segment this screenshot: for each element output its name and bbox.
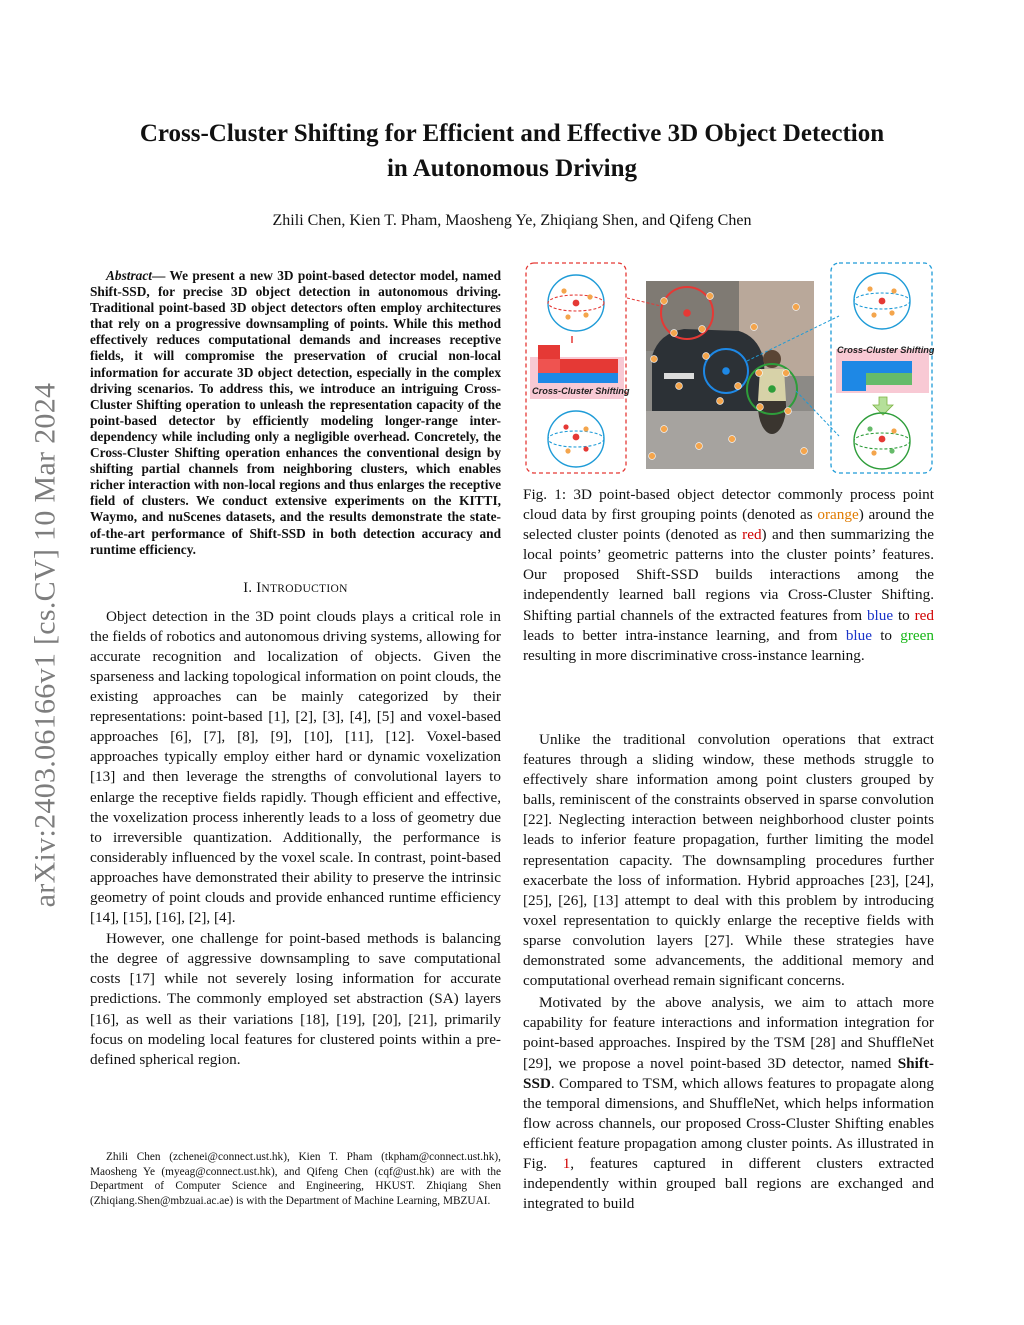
left-column [90, 268, 501, 1070]
sphere-left-top [548, 275, 604, 331]
figure-label-right: Cross-Cluster Shifting [837, 345, 934, 355]
title-line-1: Cross-Cluster Shifting for Efficient and Effective 3D Object Detection [139, 120, 885, 147]
abstract [90, 268, 501, 558]
intro-paragraph-1: Object detection in the 3D point clouds plays a critical role in the fields of robotics and autonomous driving systems, allowing for accurate recognition and localization of objects. Given the sparseness and lacking topological information on point clouds, the existing approaches can be mainly categorized by their representations: point-based [1], [2], [3], [4], [5] and voxel-based approaches [6], [7], [8], [9], [10], [11], [12]. Voxel-based approaches typically employ either hard or dynamic voxelization [13] and then leverage the strengths of convolutional layers to enlarge the receptive fields rapidly. Though efficient and effective, the voxelization process inherently leads to a loss of geometry due to irreversible quantization. Additionally, the performance is considerably influenced by the voxel scale. In contrast, point-based approaches have demonstrated their ability to preserve the intrinsic geometry of point clouds and provide enhanced runtime efficiency [14], [15], [16], [2], [4]. [90, 607, 501, 927]
sphere-right-top [854, 273, 910, 329]
right-paragraph-2: Motivated by the above analysis, we aim to attach more capability for feature interactions and information integration for point-based approaches. Inspired by the TSM [28] and ShuffleNet [29], we propose a novel point-based 3D detector, named Shift-SSD. Compared to TSM, which allows features to propagate along the temporal dimensions, and ShuffleNet, which helps information flow across channels, our proposed Cross-Cluster Shifting enables efficient feature propagation among cluster points. As illustrated in Fig. 1, features captured in different clusters extracted independently within grouped ball regions are exchanged and integrated to build [523, 994, 934, 1213]
author-list: Zhili Chen, Kien T. Pham, Maosheng Ye, Zhiqiang Shen, and Qifeng Chen [272, 212, 752, 229]
abstract-text: — We present a new 3D point-based detector model, named Shift-SSD, for precise 3D object detection in autonomous driving. Traditional point-based 3D object detectors often employ architectures that rely on a progressive downsampling of points. While this method effectively reduces computational demands and increases receptive fields, it will compromise the preservation of crucial non-local information for accurate 3D object detection, especially in the complex driving scenarios. To address this, we introduce an intriguing Cross-Cluster Shifting operation to unleash the representation capacity of the point-based detector by efficiently modeling longer-range inter-dependency while including only a negligible overhead. Concretely, the Cross-Cluster Shifting operation enhances the conventional design by shifting partial channels from neighboring clusters, which enables richer interaction with non-local regions and thus enlarges the receptive field of clusters. We conduct extensive experiments on the KITTI, Waymo, and nuScenes datasets, and the results demonstrate the state-of-the-art performance of Shift-SSD in both detection accuracy and runtime efficiency. [90, 268, 501, 557]
right-column [523, 730, 934, 1214]
section-heading-introduction: I. INTRODUCTION [243, 579, 348, 596]
author-footnote: Zhili Chen (zchenei@connect.ust.hk), Kien T. Pham (tkpham@connect.ust.hk), Maosheng Ye (myeag@connect.ust.hk), and Qifeng Chen (cqf@ust.hk) are with the Department of Computer Science and Engineering, HKUST. Zhiqiang Shen (Zhiqiang.Shen@mbzuai.ac.ae) is with the Department of Machine Learning, MBZUAI. [90, 1151, 501, 1207]
abstract-label: Abstract [106, 268, 152, 283]
figure-reference-link[interactable]: 1 [562, 1154, 571, 1172]
arxiv-stamp [16, 345, 74, 945]
method-name: Shift-SSD [523, 1054, 934, 1092]
figure-1 [524, 261, 934, 475]
figure-1-caption: Fig. 1: 3D point-based object detector commonly process point cloud data by first grouping points (denoted as orange) around the selected cluster points (denoted as red) and then summarizing the local points’ geometric patterns into the cluster points’ features. Our proposed Shift-SSD builds interactions among the independently learned ball regions via Cross-Cluster Shifting. Shifting partial channels of the extracted features from blue to red leads to better intra-instance learning, and from blue to green resulting in more discriminative cross-instance learning. [523, 486, 934, 664]
paper-title [90, 116, 934, 186]
sphere-left-bottom [548, 411, 604, 467]
sphere-right-bottom [854, 413, 910, 469]
intro-paragraph-2: However, one challenge for point-based methods is balancing the degree of aggressive downsampling to save computational costs [17] while not severely losing information for accurate predictions. The commonly employed set abstraction (SA) layers [16], as well as their variations [18], [19], [20], [21], primarily focus on modeling local features for clustered points within a pre-defined spherical region. [90, 930, 501, 1068]
feature-bars-right [836, 349, 929, 415]
arxiv-id: arXiv:2403.06166v1 [cs.CV] 10 Mar 2024 [28, 382, 62, 908]
right-paragraph-1: Unlike the traditional convolution operations that extract features through a sliding window, these methods struggle to effectively share information among point clusters grouped by balls, reminiscent of the constraints observed in sparse convolution [22]. Neglecting interaction between neighborhood cluster points leads to inferior feature propagation, further limiting the model representation capacity. The downsampling procedures further exacerbate the loss of information. Hybrid approaches [23], [24], [25], [26], [13] attempt to deal with this problem by introducing voxel representation to quickly enlarge the receptive fields with sparse convolution layers [27]. While these strategies have demonstrated some advancements, the additional memory and computational overhead remain significant concerns. [523, 731, 934, 990]
figure-label-left: Cross-Cluster Shifting [532, 386, 630, 396]
title-line-2: in Autonomous Driving [386, 155, 638, 182]
